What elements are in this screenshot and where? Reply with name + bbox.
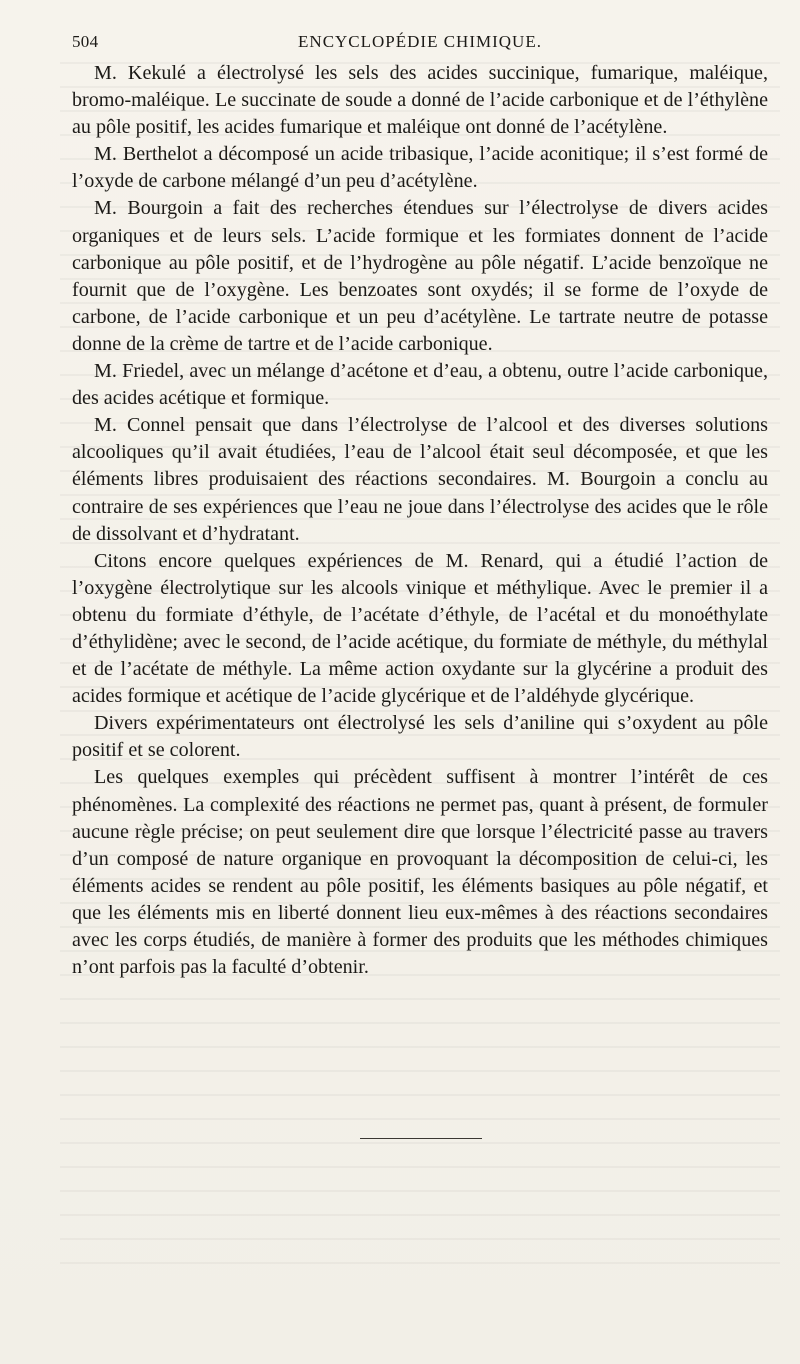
page-number: 504 xyxy=(72,32,99,51)
paragraph-renard: Citons encore quelques expériences de M. Renard, qui a étudié l’action de l’oxygène électrolytique sur les alcools vinique et méthylique. Avec le premier il a obtenu du formiate d’éthyle, de l’acétate d’éthyle, de l’acétal et du monoéthylate d’éthylidène; avec le second, de l’acide acétique, du formiate de méthyle, du méthylal et de l’acétate de méthyle. La même action oxydante sur la glycérine a produit des acides formique et acétique de l’acide glycérique et de l’aldéhyde glycérique. xyxy=(72,549,768,708)
paragraph-aniline: Divers expérimentateurs ont électrolysé les sels d’aniline qui s’oxydent au pôle positif et se colorent. xyxy=(72,712,768,762)
paragraph-conclusion: Les quelques exemples qui précèdent suffisent à montrer l’intérêt de ces phénomènes. La complexité des réactions ne permet pas, quant à présent, de formuler aucune règle précise; on peut seulement dire que lorsque l’électricité passe au travers d’un composé de nature organique en provoquant la décomposition de celui-ci, les éléments acides se rendent au pôle positif, les éléments basiques au pôle négatif, et que les éléments mis en liberté donnent lieu eux-mêmes à des réactions secondaires avec les corps étudiés, de manière à former des produits que les méthodes chimiques n’ont parfois pas la faculté d’obtenir. xyxy=(72,766,768,979)
page-header xyxy=(72,28,768,58)
body-text xyxy=(72,60,768,981)
paragraph-berthelot: M. Berthelot a décomposé un acide tribasique, l’acide aconitique; il s’est formé de l’oxyde de carbone mélangé d’un peu d’acétylène. xyxy=(72,143,768,193)
section-divider-rule xyxy=(360,1138,482,1139)
paragraph-kekule: M. Kekulé a électrolysé les sels des acides succinique, fumarique, maléique, bromo-maléique. Le succinate de soude a donné de l’acide carbonique et de l’éthylène au pôle positif, les acides fumarique et maléique ont donné de l’acétylène. xyxy=(72,62,768,139)
running-title: ENCYCLOPÉDIE CHIMIQUE. xyxy=(298,32,542,51)
paragraph-friedel: M. Friedel, avec un mélange d’acétone et d’eau, a obtenu, outre l’acide carbonique, des acides acétique et formique. xyxy=(72,360,768,410)
paragraph-connel: M. Connel pensait que dans l’électrolyse de l’alcool et des diverses solutions alcooliques qu’il avait étudiées, l’eau de l’alcool était seul décomposée, et que les éléments libres produisaient des réactions secondaires. M. Bourgoin a conclu au contraire de ses expériences que l’eau ne joue dans l’électrolyse des acides que le rôle de dissolvant et d’hydratant. xyxy=(72,414,768,545)
paragraph-bourgoin: M. Bourgoin a fait des recherches étendues sur l’électrolyse de divers acides organiques et de leurs sels. L’acide formique et les formiates donnent de l’acide carbonique au pôle positif, et de l’hydrogène au pôle négatif. L’acide benzoïque ne fournit que de l’oxygène. Les benzoates sont oxydés; il se forme de l’oxyde de carbone, de l’acide carbonique et un peu d’acétylène. Le tartrate neutre de potasse donne de la crème de tartre et de l’acide carbonique. xyxy=(72,197,768,355)
